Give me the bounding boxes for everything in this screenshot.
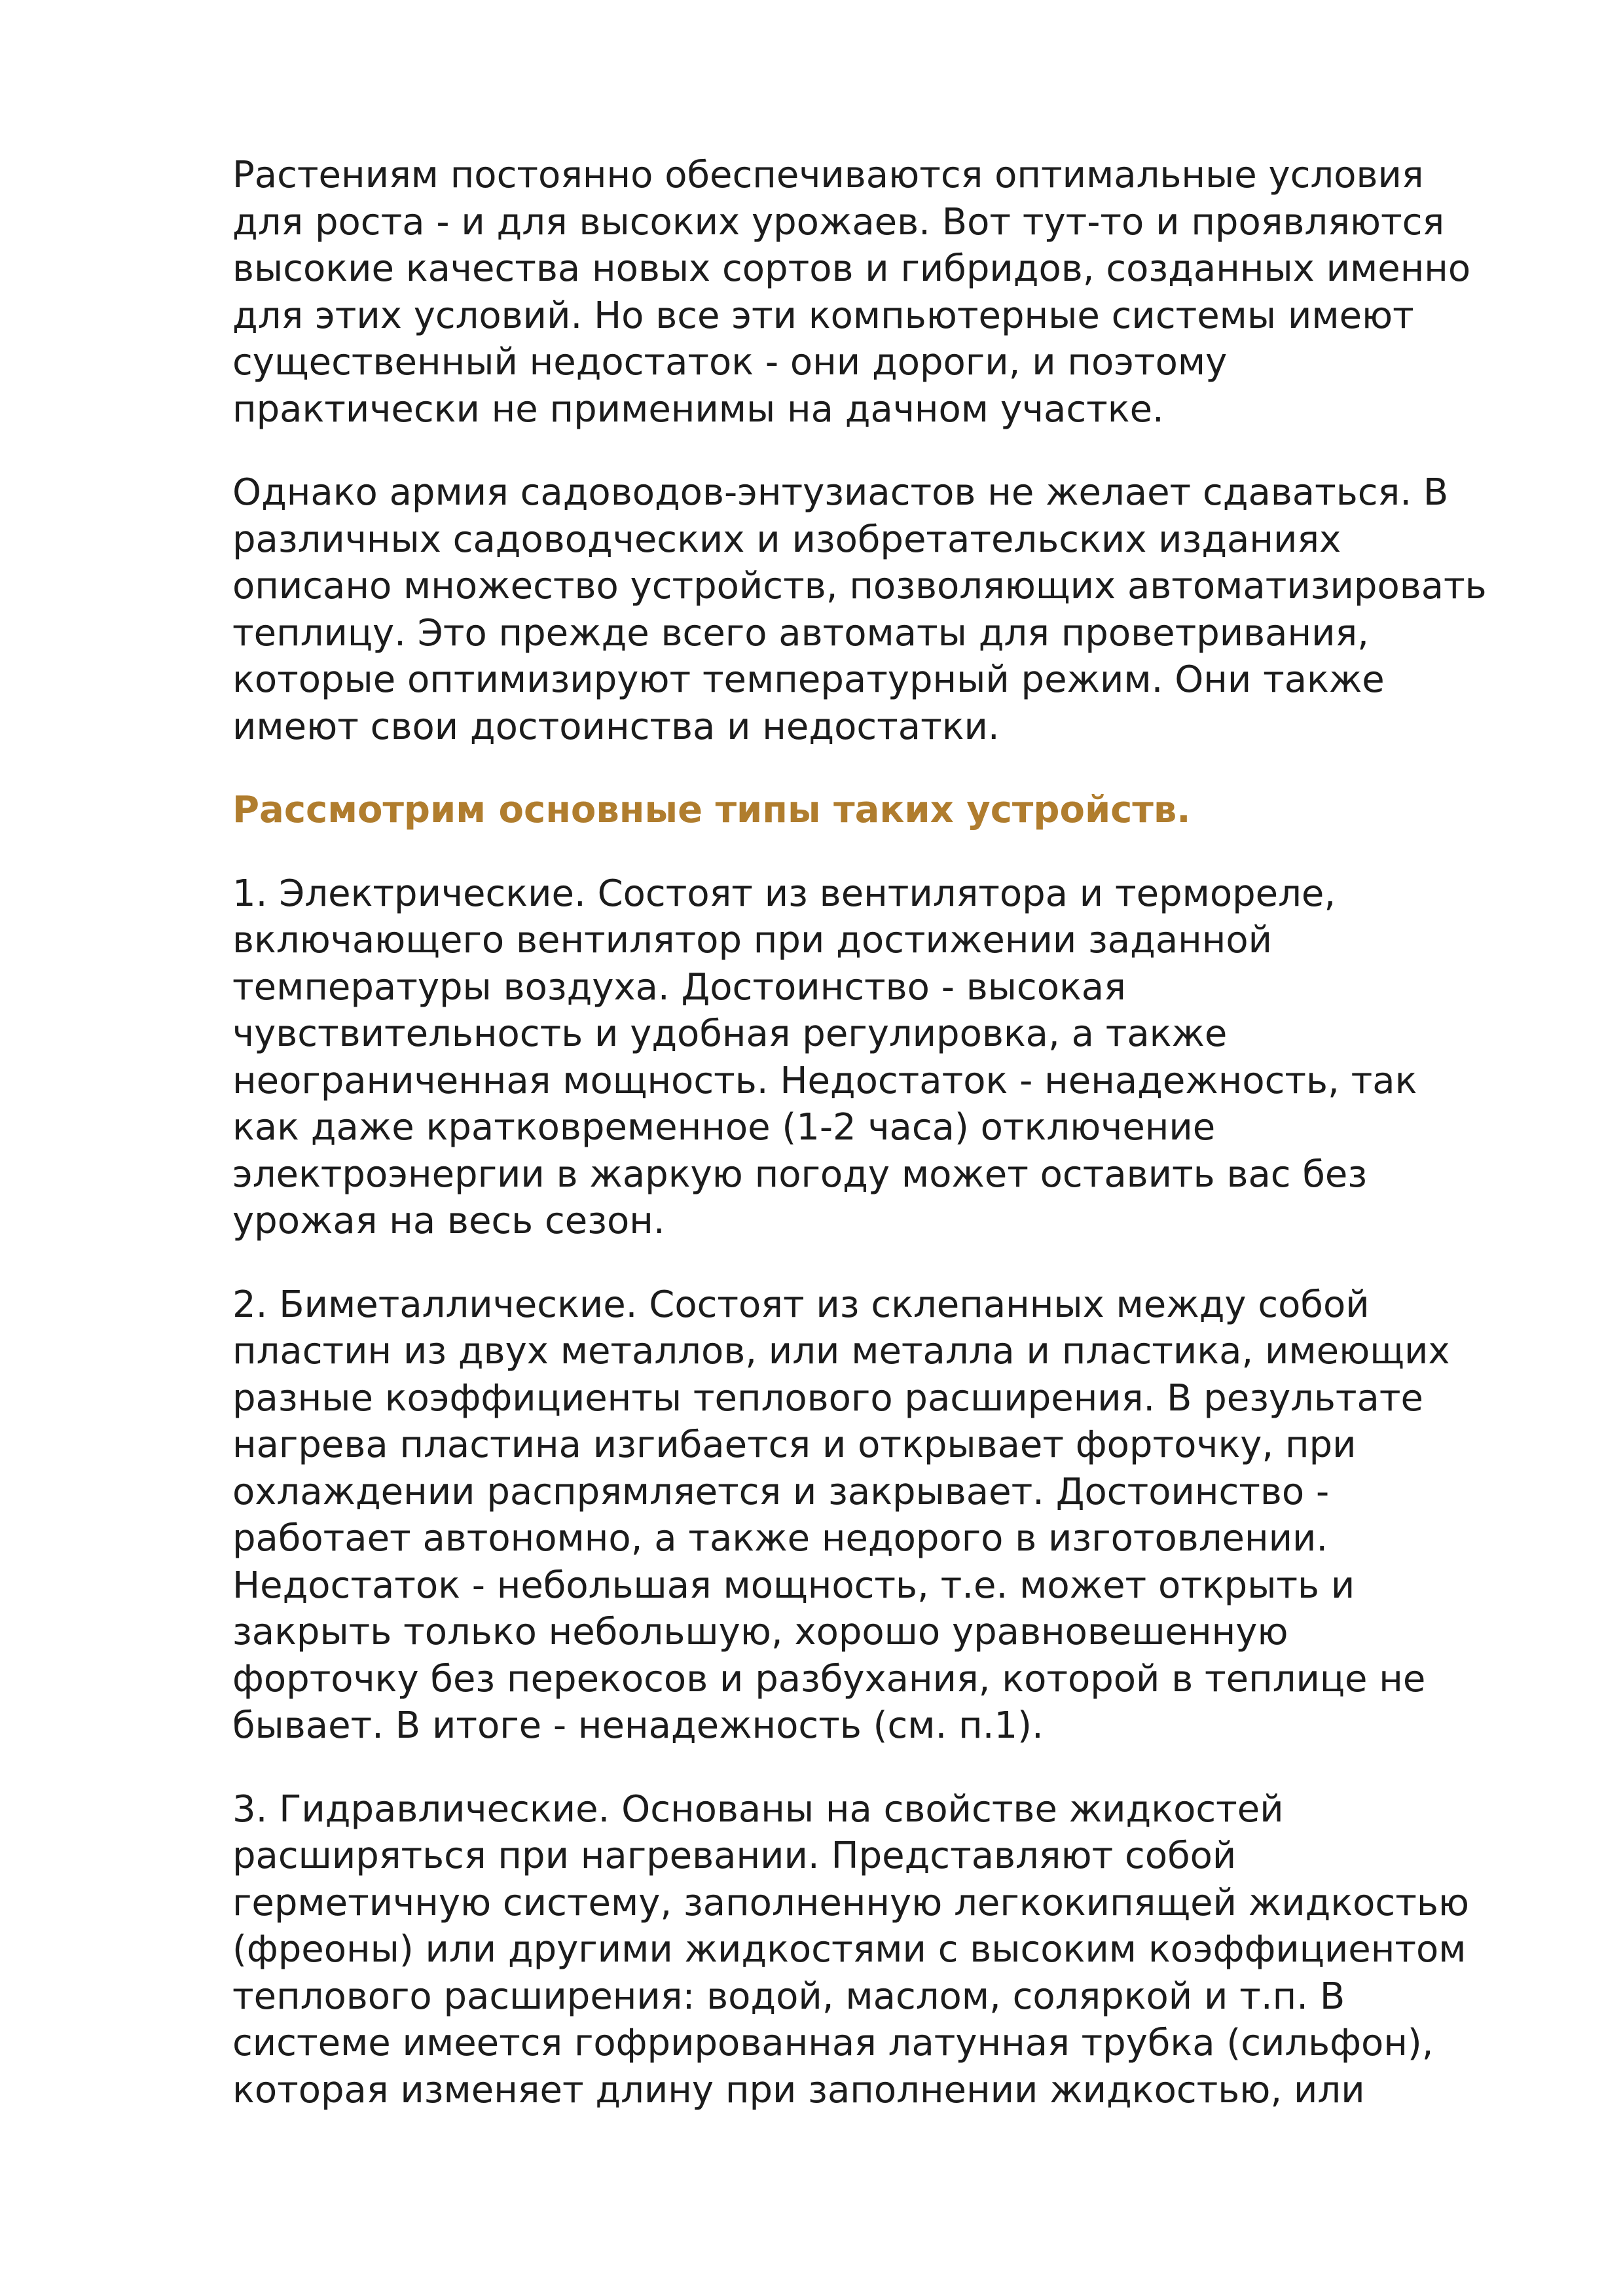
- paragraph-line: которая изменяет длину при заполнении жидкостью, или: [232, 2068, 1365, 2111]
- paragraph-hydraulic: [232, 1786, 1516, 2114]
- paragraph-line: существенный недостаток - они дороги, и поэтому: [232, 341, 1228, 384]
- paragraph-line: Недостаток - небольшая мощность, т.е. может открыть и: [232, 1564, 1355, 1607]
- paragraph-line: для роста - и для высоких урожаев. Вот тут-то и проявляются: [232, 200, 1445, 243]
- paragraph-line: Растениям постоянно обеспечиваются оптимальные условия: [232, 154, 1424, 196]
- paragraph-line: теплового расширения: водой, маслом, соляркой и т.п. В: [232, 1975, 1345, 2018]
- paragraph-line: пластин из двух металлов, или металла и пластика, имеющих: [232, 1330, 1450, 1372]
- paragraph-line: бывает. В итоге - ненадежность (см. п.1).: [232, 1704, 1044, 1747]
- paragraph-line: практически не применимы на дачном участке.: [232, 387, 1164, 431]
- paragraph-line: как даже кратковременное (1-2 часа) отключение: [232, 1106, 1216, 1149]
- paragraph-line: имеют свои достоинства и недостатки.: [232, 705, 1000, 748]
- paragraph-intro: [232, 152, 1516, 433]
- paragraph-line: работает автономно, а также недорого в изготовлении.: [232, 1517, 1328, 1560]
- paragraph-line: 3. Гидравлические. Основаны на свойстве жидкостей: [232, 1787, 1284, 1831]
- paragraph-line: расширяться при нагревании. Представляют собой: [232, 1835, 1237, 1877]
- paragraph-line: неограниченная мощность. Недостаток - ненадежность, так: [232, 1059, 1417, 1102]
- paragraph-line: урожая на весь сезон.: [232, 1200, 665, 1242]
- paragraph-line: 1. Электрические. Состоят из вентилятора и термореле,: [232, 872, 1336, 915]
- paragraph-line: высокие качества новых сортов и гибридов, созданных именно: [232, 247, 1471, 290]
- paragraph-line: включающего вентилятор при достижении заданной: [232, 919, 1273, 961]
- section-heading: Рассмотрим основные типы таких устройств.: [232, 789, 1191, 831]
- paragraph-line: разные коэффициенты теплового расширения. В результате: [232, 1376, 1423, 1420]
- paragraph-line: электроэнергии в жаркую погоду может оставить вас без: [232, 1153, 1368, 1196]
- paragraph-line: Однако армия садоводов-энтузиастов не желает сдаваться. В: [232, 471, 1449, 514]
- paragraph-line: различных садоводческих и изобретательских изданиях: [232, 518, 1341, 561]
- paragraph-line: системе имеется гофрированная латунная трубка (сильфон),: [232, 2022, 1434, 2064]
- paragraph-line: герметичную систему, заполненную легкокипящей жидкостью: [232, 1881, 1469, 1924]
- paragraph-bimetallic: [232, 1282, 1516, 1749]
- paragraph-line: нагрева пластина изгибается и открывает форточку, при: [232, 1424, 1357, 1466]
- paragraph-line: 2. Биметаллические. Состоят из склепанных между собой: [232, 1283, 1370, 1326]
- paragraph-line: температуры воздуха. Достоинство - высокая: [232, 965, 1126, 1009]
- paragraph-line: которые оптимизируют температурный режим. Они также: [232, 658, 1385, 701]
- paragraph-line: теплицу. Это прежде всего автоматы для проветривания,: [232, 611, 1369, 655]
- paragraph-electric: [232, 870, 1516, 1245]
- paragraph-line: для этих условий. Но все эти компьютерные системы имеют: [232, 294, 1414, 337]
- paragraph-line: закрыть только небольшую, хорошо уравновешенную: [232, 1611, 1288, 1653]
- paragraph-line: (фреоны) или другими жидкостями с высоким коэффициентом: [232, 1928, 1467, 1971]
- paragraph-gardeners: [232, 469, 1516, 750]
- document-page: [232, 152, 1516, 2150]
- paragraph-line: описано множество устройств, позволяющих автоматизировать: [232, 565, 1487, 607]
- paragraph-line: чувствительность и удобная регулировка, а также: [232, 1013, 1228, 1055]
- paragraph-line: охлаждении распрямляется и закрывает. Достоинство -: [232, 1470, 1330, 1513]
- paragraph-line: форточку без перекосов и разбухания, которой в теплице не: [232, 1657, 1426, 1700]
